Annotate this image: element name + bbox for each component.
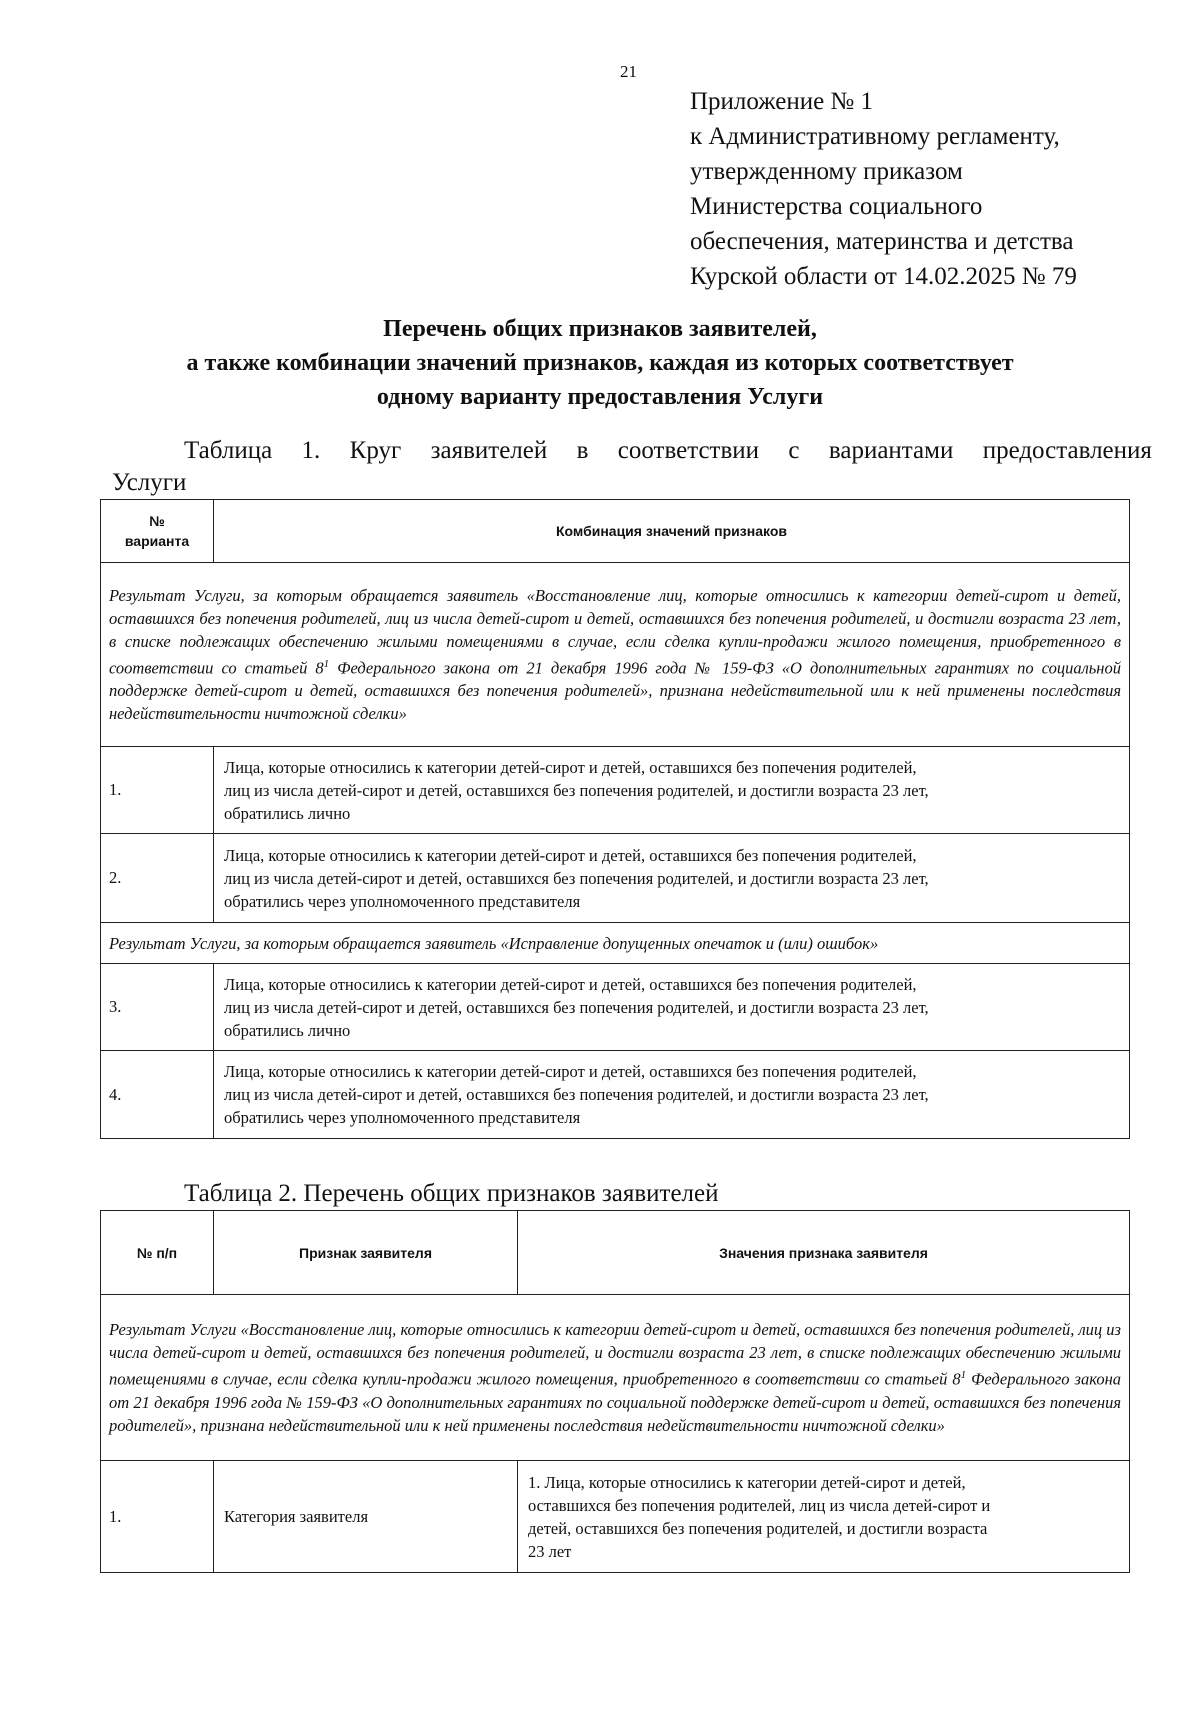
title-line: Перечень общих признаков заявителей, bbox=[383, 316, 817, 342]
table-row bbox=[101, 964, 1130, 1051]
description-line: обратились через уполномоченного представителя bbox=[224, 1108, 581, 1127]
result-description bbox=[101, 563, 1130, 747]
result-row bbox=[101, 563, 1130, 747]
table-row bbox=[101, 834, 1130, 923]
caption-word: в bbox=[576, 437, 589, 464]
description-line: обратились лично bbox=[224, 1020, 351, 1040]
appendix-line: Министерства социального bbox=[690, 193, 983, 220]
caption-line2: Услуги bbox=[112, 469, 187, 496]
result-text: Результат Услуги «Восстановление лиц, которые относились к категории детей-сирот и детей, оставшихся без попечения родителей, лиц из числа детей-сирот и детей, оставшихся без попечения родителей, и достигли возраста 23 лет, в списке подлежащих обеспечению жилыми помещениями в случае, если сделка купли-продажи жилого помещения, приобретенного в соответствии со статьей 8 bbox=[109, 1320, 1121, 1389]
caption-word: соответствии bbox=[617, 437, 760, 464]
value-line: 23 лет bbox=[528, 1541, 572, 1561]
title-line: одному варианту предоставления Услуги bbox=[376, 384, 824, 410]
caption-word: вариантами bbox=[828, 437, 954, 464]
result-text: Федерального закона от 21 декабря 1996 года № 159-ФЗ «О дополнительных гарантиях по социальной поддержке детей-сирот и детей, оставшихся без попечения родителей», признана недействительной или к ней применены последствия недействительности ничтожной сделки» bbox=[109, 1369, 1122, 1435]
title-line: а также комбинации значений признаков, каждая из которых соответствует bbox=[186, 350, 1014, 376]
table-row bbox=[101, 1461, 1130, 1573]
superscript: 1 bbox=[323, 657, 330, 670]
description-line: обратились лично bbox=[224, 803, 351, 823]
appendix-line: Курской области от 14.02.2025 № 79 bbox=[690, 263, 1077, 290]
variant-number: 2. bbox=[101, 834, 214, 923]
result-description bbox=[101, 1295, 1130, 1461]
table-header-row bbox=[101, 1211, 1130, 1295]
caption-word: Таблица bbox=[184, 437, 273, 464]
result-text: Результат Услуги, за которым обращается заявитель «Восстановление лиц, которые относились к категории детей-сирот и детей, оставшихся без попечения родителей, лиц из числа детей-сирот и детей, оставшихся без попечения родителей, и достигли возраста 23 лет, в списке подлежащих обеспечению жилыми помещениями в случае, если сделка купли-продажи жилого помещения, приобретенного в соответствии со статьей 8 bbox=[109, 585, 1121, 678]
description-line: Лица, которые относились к категории детей-сирот и детей, оставшихся без попечения родителей, bbox=[224, 845, 917, 865]
row-number: 1. bbox=[101, 1461, 214, 1573]
header-attribute: Признак заявителя bbox=[214, 1211, 518, 1295]
superscript: 1 bbox=[960, 1369, 967, 1382]
header-values: Значения признака заявителя bbox=[518, 1211, 1130, 1295]
header-text: варианта bbox=[124, 533, 190, 549]
description-line: Лица, которые относились к категории детей-сирот и детей, оставшихся без попечения родителей, bbox=[224, 1062, 917, 1081]
appendix-line: к Административному регламенту, bbox=[690, 123, 1060, 150]
variant-description bbox=[214, 964, 1130, 1051]
appendix-line: Приложение № 1 bbox=[690, 88, 874, 115]
applicant-variants-table bbox=[100, 499, 1130, 1139]
description-line: лиц из числа детей-сирот и детей, оставшихся без попечения родителей, и достигли возраста 23 лет, bbox=[224, 1085, 929, 1104]
description-line: лиц из числа детей-сирот и детей, оставшихся без попечения родителей, и достигли возраста 23 лет, bbox=[224, 780, 929, 800]
caption-word: заявителей bbox=[430, 437, 548, 464]
description-line: обратились через уполномоченного представителя bbox=[224, 891, 581, 911]
caption-word: Круг bbox=[349, 437, 402, 464]
header-text: № bbox=[149, 513, 165, 529]
result-text: Федерального закона от 21 декабря 1996 года № 159-ФЗ «О дополнительных гарантиях по социальной поддержке детей-сирот и детей, оставшихся без попечения родителей», признана недействительной или к ней применены последствия недействительности ничтожной сделки» bbox=[109, 658, 1121, 724]
variant-description bbox=[214, 1051, 1130, 1139]
variant-description bbox=[214, 834, 1130, 923]
attribute-name: Категория заявителя bbox=[214, 1461, 518, 1573]
page-number: 21 bbox=[620, 62, 637, 81]
table2-caption: Таблица 2. Перечень общих признаков заявителей bbox=[184, 1180, 719, 1207]
caption-word: 1. bbox=[301, 437, 321, 464]
description-line: Лица, которые относились к категории детей-сирот и детей, оставшихся без попечения родителей, bbox=[224, 757, 917, 777]
header-number: № п/п bbox=[101, 1211, 214, 1295]
header-combination: Комбинация значений признаков bbox=[214, 500, 1130, 563]
appendix-line: утвержденному приказом bbox=[690, 158, 963, 185]
caption-word: предоставления bbox=[982, 437, 1152, 464]
appendix-line: обеспечения, материнства и детства bbox=[690, 228, 1074, 255]
value-line: детей, оставшихся без попечения родителей, и достигли возраста bbox=[528, 1518, 988, 1538]
variant-number: 1. bbox=[101, 747, 214, 834]
value-line: оставшихся без попечения родителей, лиц из числа детей-сирот и bbox=[528, 1495, 991, 1515]
caption-word: с bbox=[788, 437, 800, 464]
table-row bbox=[101, 747, 1130, 834]
description-line: Лица, которые относились к категории детей-сирот и детей, оставшихся без попечения родителей, bbox=[224, 974, 917, 994]
description-line: лиц из числа детей-сирот и детей, оставшихся без попечения родителей, и достигли возраста 23 лет, bbox=[224, 997, 929, 1017]
result-row bbox=[101, 1295, 1130, 1461]
table-row bbox=[101, 1051, 1130, 1139]
table-header-row bbox=[101, 500, 1130, 563]
result-row bbox=[101, 923, 1130, 964]
applicant-attributes-table bbox=[100, 1210, 1130, 1573]
attribute-value bbox=[518, 1461, 1130, 1573]
appendix-note bbox=[690, 84, 1077, 294]
variant-description bbox=[214, 747, 1130, 834]
document-title bbox=[100, 312, 1100, 414]
result-description: Результат Услуги, за которым обращается заявитель «Исправление допущенных опечаток и (или) ошибок» bbox=[101, 923, 1130, 964]
header-variant-number bbox=[101, 500, 214, 563]
variant-number: 4. bbox=[101, 1051, 214, 1139]
value-line: 1. Лица, которые относились к категории детей-сирот и детей, bbox=[528, 1472, 966, 1492]
table1-caption bbox=[112, 435, 1152, 499]
variant-number: 3. bbox=[101, 964, 214, 1051]
description-line: лиц из числа детей-сирот и детей, оставшихся без попечения родителей, и достигли возраста 23 лет, bbox=[224, 868, 929, 888]
